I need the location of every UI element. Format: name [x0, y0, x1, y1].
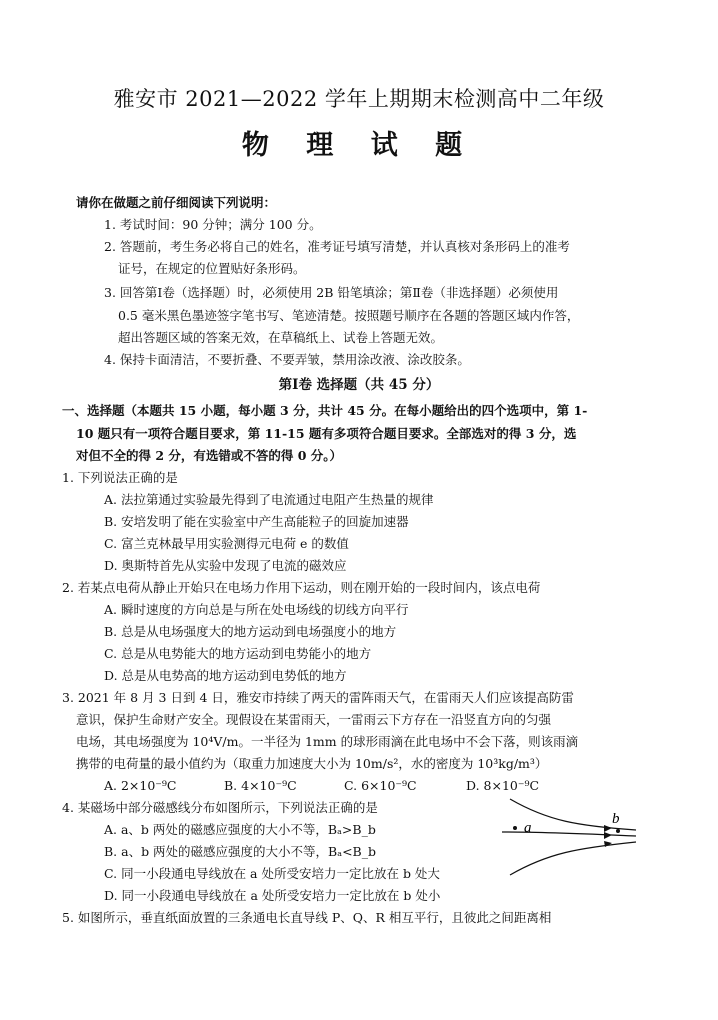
- section-intro: 一、选择题（本题共 15 小题，每小题 3 分，共计 45 分。在每小题给出的四个选项中，第 1-: [62, 403, 588, 418]
- instruction-line: 证号，在规定的位置贴好条形码。: [118, 261, 306, 276]
- label-b: b: [612, 811, 620, 827]
- question-stem: 5. 如图所示，垂直纸面放置的三条通电长直导线 P、Q、R 相互平行，且彼此之间距离相: [62, 910, 552, 925]
- option-d: D. 奥斯特首先从实验中发现了电流的磁效应: [104, 558, 347, 573]
- question-stem: 4. 某磁场中部分磁感线分布如图所示，下列说法正确的是: [62, 800, 378, 815]
- option-a: A. 2×10⁻⁹C: [104, 778, 177, 793]
- option-a: A. a、b 两处的磁感应强度的大小不等，Bₐ>B_b: [104, 822, 376, 837]
- instruction-line: 2. 答题前，考生务必将自己的姓名，准考证号填写清楚，并认真核对条形码上的准考: [104, 239, 570, 254]
- instruction-line: 0.5 毫米黑色墨迹签字笔书写、笔迹清楚。按照题号顺序在各题的答题区域内作答，: [118, 308, 580, 323]
- question-stem: 1. 下列说法正确的是: [62, 470, 178, 485]
- magnetic-field-figure: [500, 797, 640, 879]
- field-line: [502, 832, 636, 836]
- option-c: C. 同一小段通电导线放在 a 处所受安培力一定比放在 b 处大: [104, 866, 440, 881]
- instructions-heading: 请你在做题之前仔细阅读下列说明：: [76, 195, 277, 210]
- option-b: B. 总是从电场强度大的地方运动到电场强度小的地方: [104, 624, 397, 639]
- subject-title: 物 理 试 题: [241, 130, 477, 161]
- option-b: B. 安培发明了能在实验室中产生高能粒子的回旋加速器: [104, 514, 409, 529]
- option-a: A. 法拉第通过实验最先得到了电流通过电阻产生热量的规律: [104, 492, 434, 507]
- instruction-line: 3. 回答第Ⅰ卷（选择题）时，必须使用 2B 铅笔填涂；第Ⅱ卷（非选择题）必须使用: [104, 285, 559, 300]
- field-line: [510, 842, 636, 875]
- option-a: A. 瞬时速度的方向总是与所在处电场线的切线方向平行: [104, 602, 409, 617]
- section-title: 第Ⅰ卷 选择题（共 45 分）: [278, 377, 440, 393]
- option-b: B. 4×10⁻⁹C: [224, 778, 297, 793]
- question-stem: 携带的电荷量的最小值约为（取重力加速度大小为 10m/s²，水的密度为 10³kg/m³）: [76, 756, 548, 771]
- point-b: [616, 829, 620, 833]
- arrowhead: [604, 825, 612, 832]
- instruction-line: 4. 保持卡面清洁，不要折叠、不要弄皱，禁用涂改液、涂改胶条。: [104, 352, 470, 367]
- option-d: D. 8×10⁻⁹C: [466, 778, 540, 793]
- question-stem: 意识，保护生命财产安全。现假设在某雷雨天，一雷雨云下方存在一沿竖直方向的匀强: [76, 712, 552, 727]
- arrowhead: [604, 841, 612, 847]
- option-c: C. 总是从电势能大的地方运动到电势能小的地方: [104, 646, 372, 661]
- question-stem: 2. 若某点电荷从静止开始只在电场力作用下运动，则在刚开始的一段时间内，该点电荷: [62, 580, 541, 595]
- section-intro: 对但不全的得 2 分，有选错或不答的得 0 分。）: [76, 448, 343, 463]
- instruction-line: 1. 考试时间：90 分钟；满分 100 分。: [104, 217, 322, 232]
- option-c: C. 6×10⁻⁹C: [344, 778, 417, 793]
- instruction-line: 超出答题区域的答案无效，在草稿纸上、试卷上答题无效。: [118, 330, 444, 345]
- point-a: [513, 826, 517, 830]
- option-d: D. 总是从电势高的地方运动到电势低的地方: [104, 668, 347, 683]
- question-stem: 3. 2021 年 8 月 3 日到 4 日，雅安市持续了两天的雷阵雨天气，在雷雨天人们应该提高防雷: [62, 690, 574, 705]
- arrowhead: [604, 832, 612, 839]
- option-b: B. a、b 两处的磁感应强度的大小不等，Bₐ<B_b: [104, 844, 376, 859]
- section-intro: 10 题只有一项符合题目要求，第 11-15 题有多项符合题目要求。全部选对的得 3 分，选: [76, 426, 577, 441]
- label-a: a: [524, 820, 532, 836]
- option-c: C. 富兰克林最早用实验测得元电荷 e 的数值: [104, 536, 349, 551]
- option-d: D. 同一小段通电导线放在 a 处所受安培力一定比放在 b 处小: [104, 888, 441, 903]
- question-stem: 电场，其电场强度为 10⁴V/m。一半径为 1mm 的球形雨滴在此电场中不会下落，则该雨滴: [76, 734, 579, 749]
- exam-title: 雅安市 2021—2022 学年上期期末检测高中二年级: [113, 87, 605, 111]
